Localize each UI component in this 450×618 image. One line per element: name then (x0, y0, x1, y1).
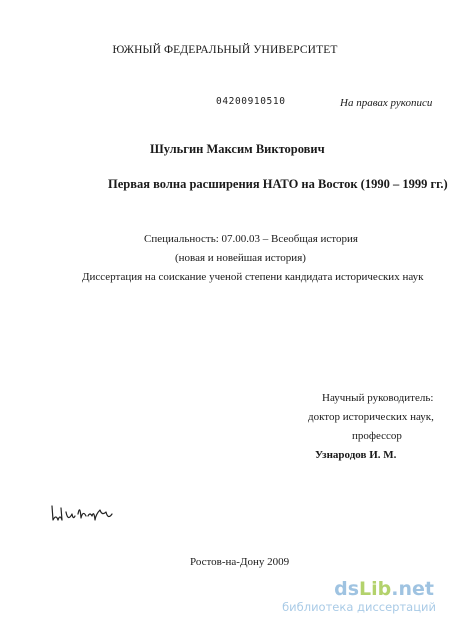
dslib-logo (334, 578, 434, 600)
specialty-line: Специальность: 07.00.03 – Всеобщая история (144, 233, 358, 245)
dslib-subtitle: библиотека диссертаций (282, 600, 436, 614)
specialty-subline: (новая и новейшая история) (175, 252, 306, 264)
advisor-title: профессор (352, 430, 402, 442)
logo-part-net: .net (391, 578, 434, 600)
advisor-degree: доктор исторических наук, (308, 411, 434, 423)
advisor-name: Узнародов И. М. (315, 449, 397, 461)
city-year: Ростов-на-Дону 2009 (190, 556, 290, 568)
handwritten-signature (48, 500, 118, 528)
university-name: ЮЖНЫЙ ФЕДЕРАЛЬНЫЙ УНИВЕРСИТЕТ (112, 44, 338, 56)
advisor-label: Научный руководитель: (322, 392, 434, 404)
registration-code: 04200910510 (216, 96, 286, 107)
logo-part-ds: ds (334, 578, 360, 600)
author-name: Шульгин Максим Викторович (150, 142, 325, 156)
manuscript-rights-note: На правах рукописи (340, 97, 433, 109)
dissertation-title: Первая волна расширения НАТО на Восток (1990 – 1999 гг.) (108, 177, 448, 191)
logo-part-lib: Lib (359, 578, 392, 600)
degree-line: Диссертация на соискание ученой степени кандидата исторических наук (82, 271, 424, 283)
dslib-watermark (272, 578, 442, 614)
